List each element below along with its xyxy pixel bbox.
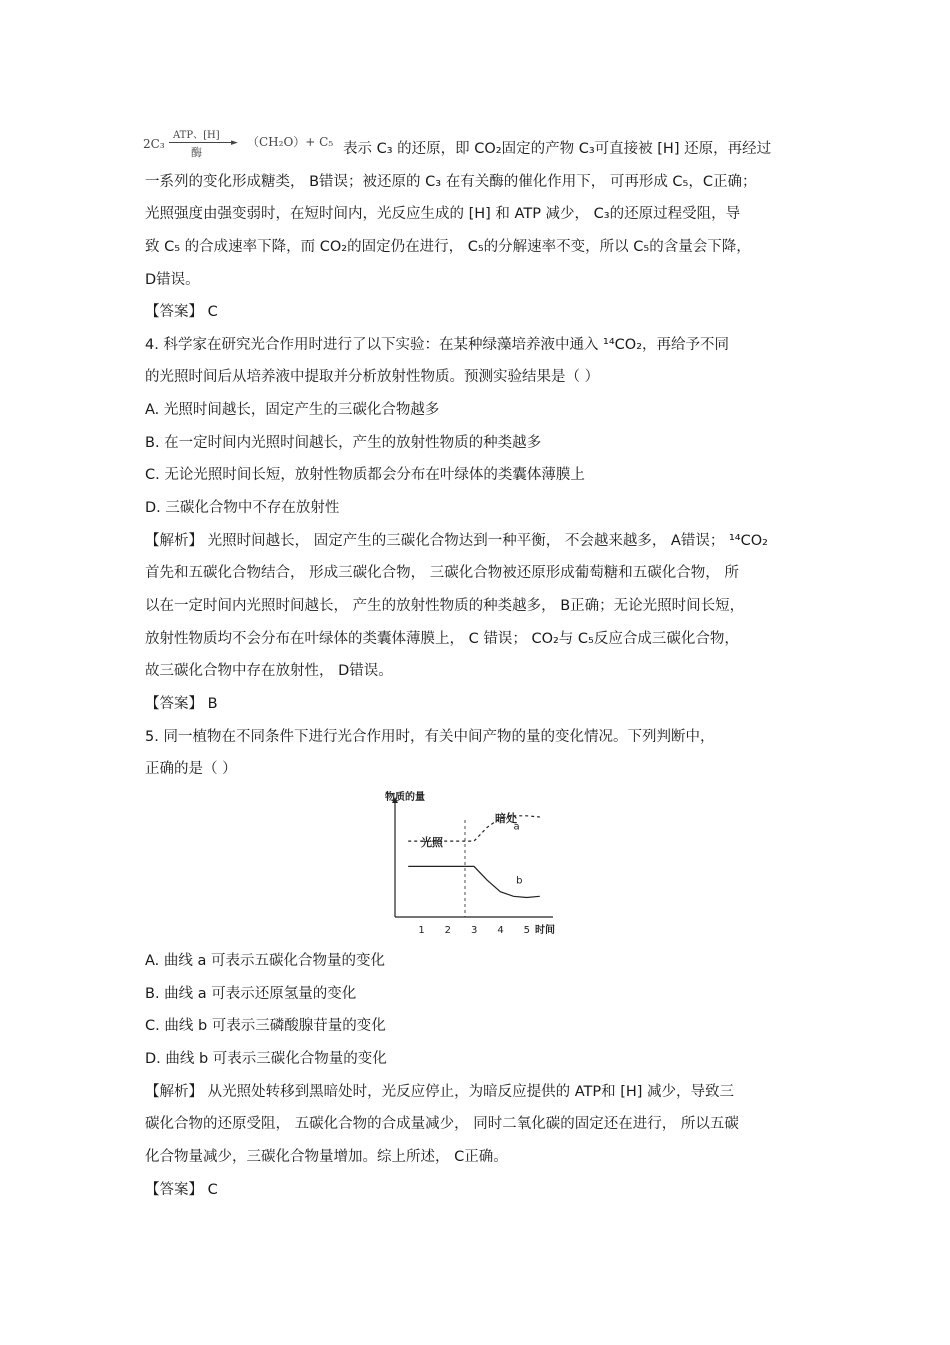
- analysis-line: 以在一定时间内光照时间越长， 产生的放射性物质的种类越多， B正确；无论光照时间长短，: [145, 598, 745, 614]
- analysis-line: 放射性物质均不会分布在叶绿体的类囊体薄膜上， C 错误； CO₂与 C₅反应合成三碳化合物，: [145, 631, 739, 647]
- answer-line: 【答案】 B: [145, 696, 218, 712]
- option-d: D. 三碳化合物中不存在放射性: [145, 500, 340, 516]
- paragraph-line: 致 C₅ 的合成速率下降，而 CO₂的固定仍在进行， C₅的分解速率不变，所以 C₅的含量会下降，: [145, 239, 751, 255]
- formula-reactant: 2C₃: [143, 137, 165, 151]
- option-b: B. 在一定时间内光照时间越长，产生的放射性物质的种类越多: [145, 435, 542, 451]
- analysis-line: 碳化合物的还原受阻， 五碳化合物的合成量减少， 同时二氧化碳的固定还在进行， 所以五碳: [145, 1116, 739, 1132]
- region-label-light: 光照: [421, 836, 443, 849]
- y-axis-label: 物质的量: [385, 792, 425, 803]
- x-tick-label: 3: [471, 925, 478, 936]
- analysis-line: 故三碳化合物中存在放射性， D错误。: [145, 663, 393, 679]
- formula-condition-top: ATP、[H]: [173, 130, 220, 141]
- x-tick-label: 5: [523, 925, 531, 936]
- region-label-dark: 暗处: [495, 812, 517, 825]
- x-axis-label: 时间: [535, 925, 555, 936]
- chart: [383, 790, 563, 940]
- answer-line: 【答案】 C: [145, 304, 218, 320]
- formula-condition-bottom: 酶: [191, 146, 202, 159]
- option-b: B. 曲线 a 可表示还原氢量的变化: [145, 986, 357, 1002]
- chart-axes: [392, 797, 553, 917]
- x-tick-label: 2: [444, 925, 452, 936]
- paragraph-line: 一系列的变化形成糖类， B错误；被还原的 C₃ 在有关酶的催化作用下， 可再形成 C₅，C正确；: [145, 174, 757, 190]
- analysis-line: 化合物量减少，三碳化合物量增加。综上所述， C正确。: [145, 1149, 508, 1165]
- analysis-line: 【解析】 光照时间越长， 固定产生的三碳化合物达到一种平衡， 不会越来越多， A错误； ¹⁴CO₂: [145, 533, 768, 549]
- option-a: A. 光照时间越长，固定产生的三碳化合物越多: [145, 402, 440, 418]
- formula: [143, 126, 343, 159]
- question-5-stem-cont: 正确的是（ ）: [145, 761, 237, 777]
- option-a: A. 曲线 a 可表示五碳化合物量的变化: [145, 953, 385, 969]
- formula-arrowhead: ►: [231, 138, 238, 148]
- analysis-line: 首先和五碳化合物结合， 形成三碳化合物， 三碳化合物被还原形成葡萄糖和五碳化合物， 所: [145, 565, 739, 581]
- option-d: D. 曲线 b 可表示三碳化合物量的变化: [145, 1051, 387, 1067]
- formula-arrow: [169, 142, 233, 143]
- x-tick-label: 4: [497, 925, 504, 936]
- paragraph-line: 光照强度由强变弱时，在短时间内，光反应生成的 [H] 和 ATP 减少， C₃的还原过程受阻，导: [145, 206, 741, 222]
- analysis-line: 【解析】 从光照处转移到黑暗处时，光反应停止，为暗反应提供的 ATP和 [H] 减少，导致三: [145, 1084, 735, 1100]
- series-label-b: b: [516, 875, 523, 887]
- formula-product: （CH₂O）+ C₅: [247, 135, 334, 149]
- answer-line: 【答案】 C: [145, 1182, 218, 1198]
- option-c: C. 无论光照时间长短，放射性物质都会分布在叶绿体的类囊体薄膜上: [145, 467, 585, 483]
- option-c: C. 曲线 b 可表示三磷酸腺苷量的变化: [145, 1018, 386, 1034]
- question-4-stem: 4. 科学家在研究光合作用时进行了以下实验：在某种绿藻培养液中通入 ¹⁴CO₂，再给予不同: [145, 337, 730, 353]
- question-4-stem-cont: 的光照时间后从培养液中提取并分析放射性物质。预测实验结果是（ ）: [145, 369, 600, 385]
- paragraph-line: 表示 C₃ 的还原，即 CO₂固定的产物 C₃可直接被 [H] 还原，再经过: [343, 141, 772, 157]
- paragraph-line: D错误。: [145, 272, 200, 288]
- x-tick-label: 1: [418, 925, 425, 936]
- series-label-a: a: [513, 821, 520, 833]
- question-5-stem: 5. 同一植物在不同条件下进行光合作用时，有关中间产物的量的变化情况。下列判断中，: [145, 729, 715, 745]
